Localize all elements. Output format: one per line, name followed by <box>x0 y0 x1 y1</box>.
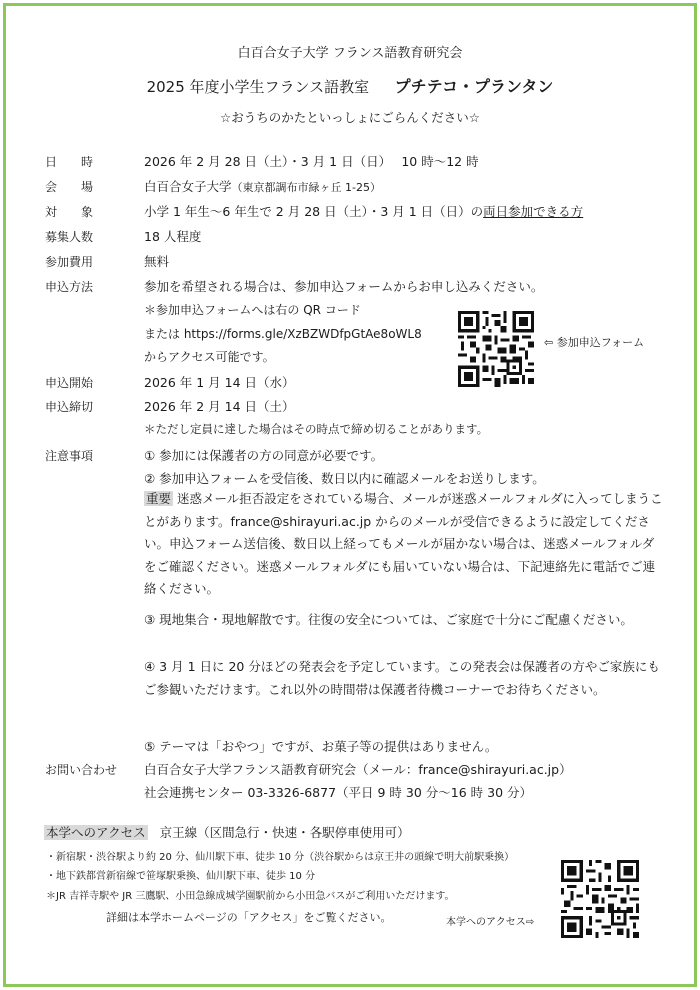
venue-name: 白百合女子大学 <box>144 179 232 194</box>
contact-line-1: 白百合女子大学フランス語教育研究会（メール：france@shirayuri.ac.jp） <box>144 762 572 777</box>
form-url[interactable]: または https://forms.gle/XzBZWDfpGtAe8oWL8 <box>144 327 422 341</box>
access-line-name: 京王線（区間急行・快速・各駅停車使用可） <box>159 825 410 840</box>
target-value <box>144 202 583 220</box>
title-prefix: 2025 年度小学生フランス語教室 <box>146 78 370 96</box>
target-emphasis: 両日参加できる方 <box>483 204 584 219</box>
contact-line-2: 社会連携センター 03-3326-6877（平日 9 時 30 分～16 時 30 分） <box>144 785 533 800</box>
access-qr-code[interactable] <box>561 860 639 938</box>
program-name: プチテコ・プランタン <box>394 77 554 96</box>
access-route-2: ・地下鉄都営新宿線で笹塚駅乗換、仙川駅下車、徒歩 10 分 <box>46 871 316 882</box>
target-text: 小学 1 年生～6 年生で 2 月 28 日（土）・3 月 1 日（日）の <box>144 204 484 219</box>
date-label: 日 時 <box>45 155 94 169</box>
method-line-1: 参加を希望される場合は、参加申込フォームからお申し込みください。 <box>144 279 544 294</box>
access-route-1: ・新宿駅・渋谷駅より約 20 分、仙川駅下車、徒歩 10 分（渋谷駅からは京王井の頭線で明大前駅乗換） <box>46 852 515 863</box>
date-value: 2026 年 2 月 28 日（土）・3 月 1 日（日） 10 時～12 時 <box>144 154 479 169</box>
method-line-4: からアクセス可能です。 <box>144 350 275 364</box>
capacity-label: 募集人数 <box>45 230 94 244</box>
target-label: 対 象 <box>45 205 94 219</box>
important-note <box>144 488 664 601</box>
method-line-2: ＊参加申込フォームへは右の QR コード <box>144 303 361 317</box>
subtitle: ☆おうちのかたといっしょにごらんください☆ <box>220 110 480 125</box>
organizer-name: 白百合女子大学 フランス語教育研究会 <box>237 46 463 61</box>
access-heading-tag: 本学へのアクセス <box>46 825 146 840</box>
venue-address: （東京都調布市緑ヶ丘 1-25） <box>231 181 381 194</box>
form-qr-label: ⇦ 参加申込フォーム <box>544 336 645 349</box>
deadline-label: 申込締切 <box>45 400 94 414</box>
fee-value: 無料 <box>144 254 170 269</box>
deadline-note: ＊ただし定員に達した場合はその時点で締め切ることがあります。 <box>144 422 489 436</box>
start-value: 2026 年 1 月 14 日（水） <box>144 375 295 390</box>
start-label: 申込開始 <box>45 376 94 390</box>
fee-label: 参加費用 <box>45 255 94 269</box>
venue-label: 会 場 <box>45 180 94 194</box>
important-text: 迷惑メール拒否設定をされている場合、メールが迷惑メールフォルダに入ってしまうことがあります。france@shirayuri.ac.jp からのメールが受信できるように設定してください。申込フォーム送信後、数日以上経ってもメールが届かない場合は、迷惑メールフォルダをご確認ください。迷惑メールフォルダにも届いていない場合は、下記連絡先に電話でご連絡ください。 <box>144 491 663 596</box>
method-label: 申込方法 <box>45 280 94 294</box>
note-2: ② 参加申込フォームを受信後、数日以内に確認メールをお送りします。 <box>144 471 545 486</box>
note-4: ④ 3 月 1 日に 20 分ほどの発表会を予定しています。この発表会は保護者の方やご家族にもご参観いただけます。これ以外の時間帯は保護者待機コーナーでお待ちください。 <box>144 659 660 697</box>
venue-value <box>144 177 381 195</box>
note-5: ⑤ テーマは「おやつ」ですが、お菓子等の提供はありません。 <box>144 739 498 754</box>
access-route-3: ＊JR 吉祥寺駅や JR 三鷹駅、小田急線成城学園駅前から小田急バスがご利用いただけます。 <box>46 891 455 902</box>
note-1: ① 参加には保護者の方の同意が必要です。 <box>144 448 384 463</box>
contact-label: お問い合わせ <box>45 763 118 777</box>
access-heading <box>44 823 410 841</box>
important-tag: 重要 <box>146 491 172 506</box>
deadline-value: 2026 年 2 月 14 日（土） <box>144 399 295 414</box>
page-title <box>0 74 700 97</box>
access-details: 詳細は本学ホームページの「アクセス」をご覧ください。 <box>106 911 392 924</box>
note-3: ③ 現地集合・現地解散です。往復の安全については、ご家庭で十分にご配慮ください。 <box>144 612 633 627</box>
access-qr-label: 本学へのアクセス⇨ <box>446 917 535 928</box>
form-qr-code[interactable] <box>458 311 534 387</box>
capacity-value: 18 人程度 <box>144 229 202 244</box>
notes-label: 注意事項 <box>45 449 94 463</box>
